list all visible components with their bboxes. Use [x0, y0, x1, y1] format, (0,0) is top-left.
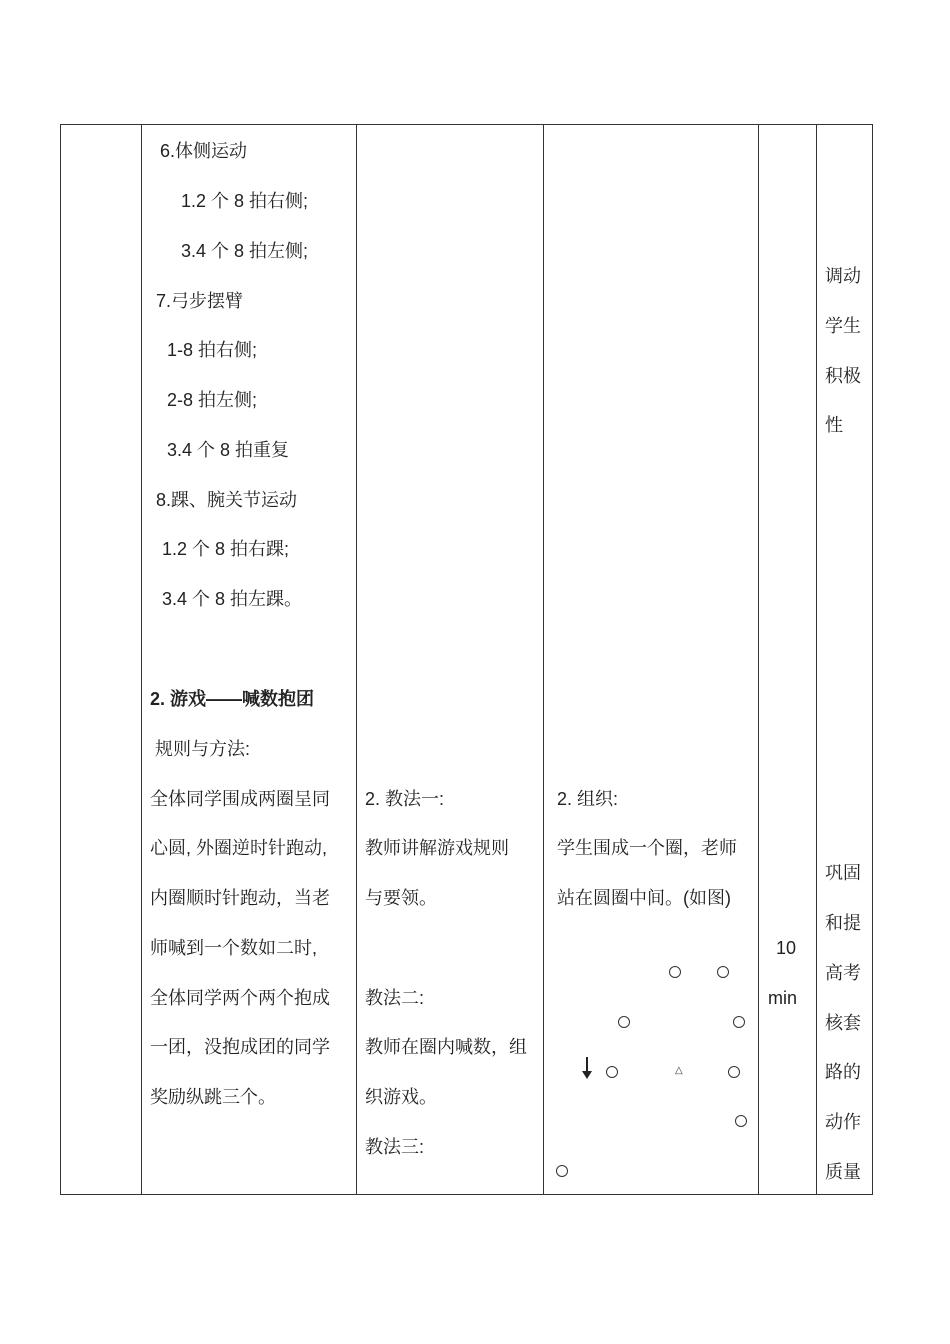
rules-line: 师喊到一个数如二时, [150, 938, 318, 958]
student-circle-icon [728, 1066, 740, 1078]
exercise-item: 1.2 个 8 拍右踝; [162, 539, 290, 559]
method-line: 教师在圈内喊数，组 [365, 1037, 527, 1057]
time-unit: min [768, 988, 798, 1008]
purpose-line: 质量 [825, 1162, 861, 1182]
time-value: 10 [776, 938, 797, 958]
organization-cell [544, 125, 758, 1194]
organization-line: 站在圆圈中间。(如图) [557, 888, 731, 908]
organization-line: 学生围成一个圈，老师 [557, 838, 737, 858]
exercise-item: 8.踝、腕关节运动 [156, 490, 298, 510]
exercise-item: 3.4 个 8 拍左踝。 [162, 589, 303, 609]
method-line: 教法三: [365, 1137, 425, 1157]
purpose-line: 巩固 [825, 863, 861, 883]
method-line: 教法二: [365, 988, 425, 1008]
purpose-line: 学生 [825, 316, 861, 336]
exercise-item: 1.2 个 8 拍右侧; [181, 191, 309, 211]
organization-line: 2. 组织: [557, 789, 619, 809]
purpose-cell [817, 125, 873, 1194]
purpose-line: 和提 [825, 913, 861, 933]
student-circle-icon [733, 1016, 745, 1028]
student-circle-icon [735, 1115, 747, 1127]
content-cell [142, 125, 356, 1194]
exercise-item: 1-8 拍右侧; [167, 340, 258, 360]
purpose-line: 调动 [825, 266, 861, 286]
rules-line: 内圈顺时针跑动，当老 [150, 888, 330, 908]
purpose-line: 核套 [825, 1013, 861, 1033]
exercise-item: 7.弓步摆臂 [156, 291, 244, 311]
method-line: 织游戏。 [365, 1087, 437, 1107]
rules-heading: 规则与方法: [155, 739, 251, 759]
rules-line: 心圆, 外圈逆时针跑动, [150, 838, 328, 858]
student-circle-icon [717, 966, 729, 978]
purpose-line: 高考 [825, 963, 861, 983]
student-circle-icon [618, 1016, 630, 1028]
method-line: 与要领。 [365, 888, 437, 908]
purpose-line: 积极 [825, 366, 861, 386]
method-line: 教师讲解游戏规则 [365, 838, 509, 858]
method-line: 2. 教法一: [365, 789, 445, 809]
teaching-method-cell [357, 125, 543, 1194]
rules-line: 全体同学两个两个抱成 [150, 988, 330, 1008]
time-cell [759, 125, 816, 1194]
purpose-line: 路的 [825, 1062, 861, 1082]
rules-line: 全体同学围成两圈呈同 [150, 789, 330, 809]
exercise-item: 6.体侧运动 [160, 141, 248, 161]
purpose-line: 性 [825, 415, 843, 435]
exercise-item: 3.4 个 8 拍左侧; [181, 241, 309, 261]
game-title: 2. 游戏——喊数抱团 [150, 689, 315, 709]
student-circle-icon [669, 966, 681, 978]
student-circle-icon [606, 1066, 618, 1078]
rules-line: 奖励纵跳三个。 [150, 1087, 276, 1107]
section-cell [61, 125, 141, 1194]
purpose-line: 动作 [825, 1112, 861, 1132]
teacher-triangle-icon: △ [675, 1065, 683, 1076]
student-circle-icon [556, 1165, 568, 1177]
rules-line: 一团，没抱成团的同学 [150, 1037, 330, 1057]
lesson-plan-table [60, 124, 873, 1195]
exercise-item: 2-8 拍左侧; [167, 390, 258, 410]
exercise-item: 3.4 个 8 拍重复 [167, 440, 290, 460]
